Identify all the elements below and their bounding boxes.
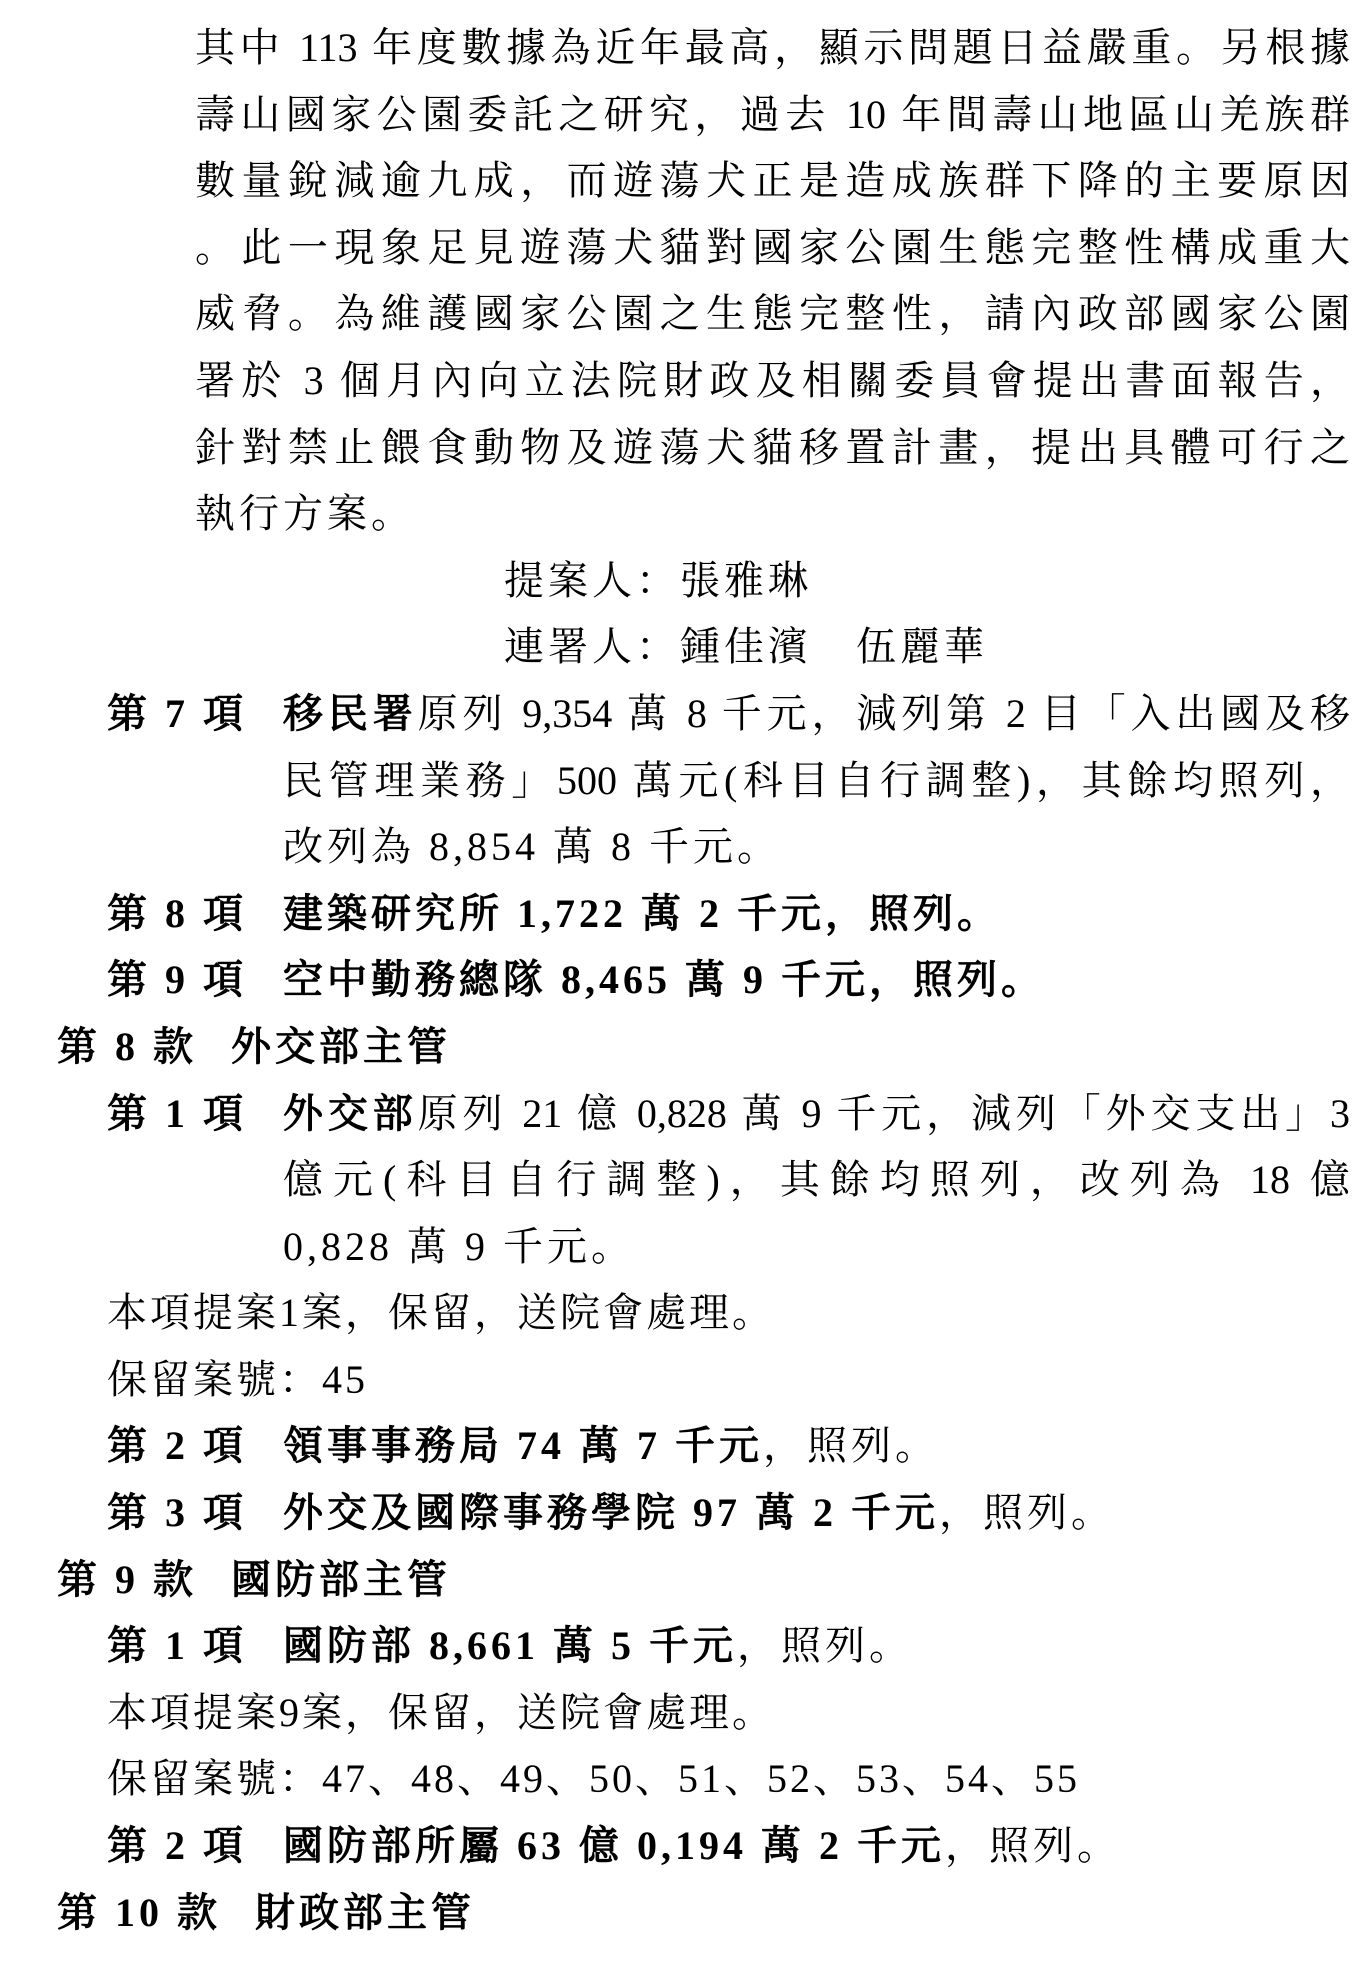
- item-label: 第 7 項: [107, 690, 247, 736]
- motion-text-line: 數量銳減逾九成，而遊蕩犬正是造成族群下降的主要原因: [195, 158, 1350, 204]
- item-continuation-line: 民管理業務」500 萬元(科目自行調整)，其餘均照列，: [283, 757, 1350, 803]
- item-label: 第 9 項: [107, 957, 247, 1003]
- item-label: 第 3 項: [107, 1490, 247, 1536]
- item-agency: 空中勤務總隊 8,465 萬 9 千元，照列。: [283, 957, 1045, 1003]
- budget-item: [107, 681, 1350, 748]
- item-agency: 領事事務局 74 萬 7 千元: [283, 1423, 763, 1469]
- item-body: [283, 1613, 1350, 1680]
- item-agency: 國防部所屬 63 億 0,194 萬 2 千元: [283, 1823, 945, 1869]
- item-continuation-line: 改列為 8,854 萬 8 千元。: [283, 824, 781, 870]
- motion-text-line: 署於 3 個月內向立法院財政及相關委員會提出書面報告，: [195, 357, 1350, 403]
- item-label: 第 1 項: [107, 1623, 247, 1669]
- budget-item: [107, 947, 1350, 1014]
- motion-text-line: 。此一現象足見遊蕩犬貓對國家公園生態完整性構成重大: [195, 224, 1350, 270]
- motion-text-line: 執行方案。: [195, 491, 415, 537]
- section-label: 第 10 款: [57, 1889, 221, 1935]
- item-body: [283, 1081, 1350, 1148]
- budget-item: [107, 1081, 1350, 1148]
- item-continuation-line: 0,828 萬 9 千元。: [283, 1223, 635, 1269]
- section-name: 財政部主管: [255, 1889, 475, 1935]
- cosigners: 連署人：鍾佳濱 伍麗華: [504, 624, 988, 670]
- section-name: 外交部主管: [231, 1023, 451, 1069]
- item-continuation-line: 億元(科目自行調整)，其餘均照列，改列為 18 億: [283, 1157, 1350, 1203]
- reserved-case-numbers: 保留案號：47、48、49、50、51、52、53、54、55: [107, 1756, 1080, 1802]
- item-note: 本項提案9案，保留，送院會處理。: [107, 1689, 775, 1735]
- item-agency: 外交部: [283, 1090, 418, 1136]
- budget-item: [107, 1613, 1350, 1680]
- motion-text-line: 針對禁止餵食動物及遊蕩犬貓移置計畫，提出具體可行之: [195, 424, 1350, 470]
- item-label: 第 2 項: [107, 1423, 247, 1469]
- item-label: 第 1 項: [107, 1090, 247, 1136]
- item-detail: ，照列。: [763, 1423, 939, 1469]
- item-detail: ，照列。: [945, 1823, 1121, 1869]
- section-heading: [57, 1014, 1350, 1081]
- section-heading: [57, 1547, 1350, 1614]
- item-body: [283, 681, 1350, 748]
- budget-item: [107, 1813, 1350, 1880]
- motion-text-line: 威脅。為維護國家公園之生態完整性，請內政部國家公園: [195, 291, 1350, 337]
- section-name: 國防部主管: [231, 1556, 451, 1602]
- budget-item: [107, 1480, 1350, 1547]
- item-note: 本項提案1案，保留，送院會處理。: [107, 1290, 775, 1336]
- item-label: 第 2 項: [107, 1823, 247, 1869]
- item-agency: 外交及國際事務學院 97 萬 2 千元: [283, 1490, 939, 1536]
- reserved-case-numbers: 保留案號：45: [107, 1356, 368, 1402]
- motion-text-line: 其中 113 年度數據為近年最高，顯示問題日益嚴重。另根據: [195, 25, 1350, 70]
- budget-item: [107, 1413, 1350, 1480]
- item-agency: 移民署: [283, 690, 418, 736]
- item-detail: 原列 21 億 0,828 萬 9 千元，減列「外交支出」3: [417, 1090, 1350, 1136]
- item-body: [283, 1813, 1350, 1880]
- section-heading: [57, 1880, 1350, 1947]
- proposer: 提案人：張雅琳: [504, 557, 812, 603]
- item-detail: ，照列。: [939, 1490, 1115, 1536]
- item-body: [283, 1413, 1350, 1480]
- section-label: 第 9 款: [57, 1556, 197, 1602]
- item-body: [283, 1480, 1350, 1547]
- item-label: 第 8 項: [107, 890, 247, 936]
- motion-text-line: 壽山國家公園委託之研究，過去 10 年間壽山地區山羌族群: [195, 91, 1350, 137]
- item-detail: ，照列。: [737, 1623, 913, 1669]
- item-body: [283, 881, 1350, 948]
- item-agency: 建築研究所 1,722 萬 2 千元，照列。: [283, 890, 1001, 936]
- section-label: 第 8 款: [57, 1023, 197, 1069]
- item-body: [283, 947, 1350, 1014]
- budget-item: [107, 881, 1350, 948]
- item-agency: 國防部 8,661 萬 5 千元: [283, 1623, 737, 1669]
- item-detail: 原列 9,354 萬 8 千元，減列第 2 目「入出國及移: [417, 690, 1350, 736]
